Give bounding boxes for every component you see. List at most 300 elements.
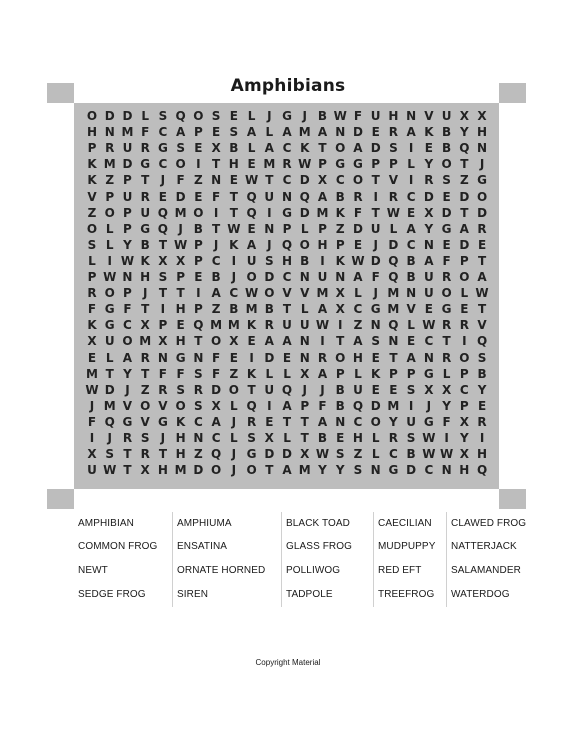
grid-cell[interactable]: T: [158, 447, 167, 462]
grid-cell[interactable]: C: [353, 302, 363, 317]
grid-cell[interactable]: E: [336, 431, 345, 445]
grid-cell[interactable]: O: [299, 237, 310, 252]
grid-cell[interactable]: X: [459, 447, 469, 462]
grid-cell[interactable]: P: [123, 286, 132, 301]
grid-cell[interactable]: V: [140, 414, 150, 429]
grid-cell[interactable]: E: [371, 125, 380, 140]
grid-cell[interactable]: O: [441, 157, 452, 172]
grid-cell[interactable]: A: [353, 270, 363, 284]
grid-cell[interactable]: X: [229, 334, 239, 349]
grid-cell[interactable]: P: [123, 173, 132, 188]
grid-cell[interactable]: E: [407, 205, 416, 220]
grid-cell[interactable]: X: [477, 109, 487, 123]
grid-cell[interactable]: P: [176, 270, 186, 284]
grid-cell[interactable]: J: [178, 221, 183, 236]
grid-cell[interactable]: X: [300, 447, 310, 462]
grid-cell[interactable]: I: [160, 302, 166, 317]
grid-cell[interactable]: J: [160, 173, 166, 188]
grid-cell[interactable]: W: [85, 382, 99, 397]
grid-cell[interactable]: T: [371, 205, 380, 220]
grid-cell[interactable]: B: [335, 189, 345, 204]
grid-cell[interactable]: Y: [459, 125, 469, 140]
grid-cell[interactable]: K: [246, 318, 257, 333]
grid-cell[interactable]: E: [247, 334, 256, 349]
grid-cell[interactable]: W: [439, 447, 454, 462]
grid-cell[interactable]: R: [122, 431, 133, 445]
grid-cell[interactable]: X: [300, 366, 310, 381]
grid-cell[interactable]: O: [122, 334, 133, 349]
grid-cell[interactable]: S: [176, 382, 185, 397]
grid-cell[interactable]: B: [442, 125, 452, 140]
grid-cell[interactable]: O: [228, 382, 239, 397]
grid-cell[interactable]: R: [424, 173, 434, 188]
grid-cell[interactable]: C: [193, 414, 203, 429]
grid-cell[interactable]: F: [212, 350, 221, 365]
grid-cell[interactable]: E: [229, 173, 238, 188]
grid-cell[interactable]: Y: [123, 366, 132, 381]
grid-cell[interactable]: X: [211, 398, 221, 413]
grid-cell[interactable]: L: [300, 221, 309, 236]
grid-cell[interactable]: F: [212, 366, 221, 381]
grid-cell[interactable]: N: [264, 221, 275, 236]
grid-cell[interactable]: V: [122, 398, 133, 413]
grid-cell[interactable]: O: [246, 463, 257, 478]
grid-cell[interactable]: W: [475, 286, 489, 301]
grid-cell[interactable]: P: [193, 125, 203, 140]
grid-cell[interactable]: T: [282, 302, 292, 317]
grid-cell[interactable]: R: [193, 382, 203, 397]
grid-cell[interactable]: T: [300, 431, 309, 445]
grid-cell[interactable]: L: [265, 366, 274, 381]
grid-cell[interactable]: V: [388, 173, 399, 188]
grid-cell[interactable]: F: [123, 302, 132, 317]
grid-cell[interactable]: W: [103, 270, 117, 284]
grid-cell[interactable]: I: [462, 334, 467, 349]
grid-cell[interactable]: P: [87, 141, 97, 156]
grid-cell[interactable]: I: [320, 253, 325, 268]
grid-cell[interactable]: Q: [246, 398, 257, 413]
grid-cell[interactable]: Z: [87, 205, 97, 220]
grid-cell[interactable]: Z: [459, 173, 469, 188]
grid-cell[interactable]: A: [406, 350, 416, 365]
grid-cell[interactable]: G: [423, 366, 434, 381]
grid-cell[interactable]: D: [193, 463, 204, 478]
grid-cell[interactable]: C: [282, 173, 292, 188]
grid-cell[interactable]: N: [299, 350, 310, 365]
grid-cell[interactable]: F: [141, 125, 150, 140]
grid-cell[interactable]: J: [426, 398, 432, 413]
grid-cell[interactable]: F: [87, 302, 97, 317]
grid-cell[interactable]: I: [444, 431, 449, 445]
grid-cell[interactable]: C: [424, 463, 434, 478]
grid-cell[interactable]: E: [353, 237, 363, 252]
grid-cell[interactable]: R: [264, 318, 274, 333]
grid-cell[interactable]: S: [87, 237, 97, 252]
grid-cell[interactable]: S: [406, 382, 416, 397]
grid-cell[interactable]: N: [423, 350, 434, 365]
grid-cell[interactable]: O: [193, 205, 204, 220]
grid-cell[interactable]: D: [175, 189, 186, 204]
grid-cell[interactable]: H: [477, 125, 488, 140]
grid-cell[interactable]: G: [104, 318, 115, 333]
grid-cell[interactable]: Y: [424, 221, 434, 236]
grid-cell[interactable]: N: [193, 431, 204, 445]
grid-cell[interactable]: U: [353, 382, 363, 397]
grid-cell[interactable]: Q: [104, 414, 115, 429]
grid-cell[interactable]: S: [140, 431, 150, 445]
grid-cell[interactable]: N: [477, 141, 488, 156]
grid-cell[interactable]: C: [459, 382, 469, 397]
grid-cell[interactable]: F: [176, 173, 185, 188]
grid-cell[interactable]: P: [459, 253, 469, 268]
grid-cell[interactable]: N: [441, 463, 452, 478]
grid-cell[interactable]: K: [424, 125, 434, 140]
grid-cell[interactable]: L: [354, 286, 362, 301]
grid-cell[interactable]: W: [315, 447, 330, 462]
grid-cell[interactable]: T: [460, 205, 469, 220]
grid-cell[interactable]: N: [406, 109, 417, 123]
grid-cell[interactable]: A: [317, 414, 328, 429]
grid-cell[interactable]: W: [244, 173, 259, 188]
grid-cell[interactable]: R: [282, 157, 292, 172]
grid-cell[interactable]: D: [299, 205, 310, 220]
grid-cell[interactable]: P: [459, 398, 469, 413]
grid-cell[interactable]: B: [406, 253, 416, 268]
grid-cell[interactable]: D: [477, 205, 488, 220]
grid-cell[interactable]: H: [175, 431, 186, 445]
grid-cell[interactable]: K: [246, 366, 257, 381]
grid-cell[interactable]: J: [142, 286, 148, 301]
grid-cell[interactable]: Q: [388, 253, 399, 268]
grid-cell[interactable]: S: [389, 141, 398, 156]
grid-cell[interactable]: K: [140, 253, 150, 268]
grid-cell[interactable]: J: [302, 109, 307, 123]
grid-cell[interactable]: F: [371, 270, 380, 284]
grid-cell[interactable]: X: [176, 253, 186, 268]
grid-cell[interactable]: R: [140, 447, 150, 462]
grid-cell[interactable]: F: [176, 366, 185, 381]
grid-cell[interactable]: Z: [211, 302, 221, 317]
grid-cell[interactable]: G: [104, 302, 115, 317]
grid-cell[interactable]: I: [479, 431, 485, 445]
grid-cell[interactable]: I: [337, 318, 343, 333]
grid-cell[interactable]: Q: [388, 270, 399, 284]
grid-cell[interactable]: H: [352, 431, 363, 445]
grid-cell[interactable]: A: [246, 237, 257, 252]
grid-cell[interactable]: U: [423, 270, 434, 284]
grid-cell[interactable]: W: [120, 253, 135, 268]
grid-cell[interactable]: J: [373, 237, 378, 252]
grid-cell[interactable]: A: [353, 141, 363, 156]
grid-cell[interactable]: V: [477, 318, 487, 333]
grid-cell[interactable]: N: [335, 125, 346, 140]
grid-cell[interactable]: U: [423, 286, 434, 301]
grid-cell[interactable]: N: [388, 334, 399, 349]
grid-cell[interactable]: H: [175, 334, 186, 349]
grid-cell[interactable]: O: [476, 189, 488, 204]
grid-cell[interactable]: O: [246, 270, 257, 284]
grid-cell[interactable]: E: [194, 141, 203, 156]
grid-cell[interactable]: B: [317, 109, 328, 123]
grid-cell[interactable]: P: [406, 366, 416, 381]
grid-cell[interactable]: N: [281, 189, 293, 204]
grid-cell[interactable]: O: [140, 398, 151, 413]
grid-cell[interactable]: A: [282, 463, 292, 478]
grid-cell[interactable]: D: [104, 382, 115, 397]
grid-cell[interactable]: E: [247, 157, 256, 172]
grid-cell[interactable]: E: [477, 398, 487, 413]
grid-cell[interactable]: R: [388, 189, 399, 204]
grid-cell[interactable]: G: [423, 414, 434, 429]
grid-cell[interactable]: G: [157, 141, 168, 156]
grid-cell[interactable]: L: [105, 350, 114, 365]
grid-cell[interactable]: C: [406, 189, 416, 204]
grid-cell[interactable]: W: [422, 447, 436, 462]
grid-cell[interactable]: O: [335, 350, 346, 365]
grid-cell[interactable]: W: [103, 463, 117, 478]
grid-cell[interactable]: P: [193, 237, 203, 252]
grid-cell[interactable]: O: [193, 109, 204, 123]
grid-cell[interactable]: D: [264, 350, 275, 365]
grid-cell[interactable]: L: [389, 221, 398, 236]
grid-cell[interactable]: A: [282, 398, 292, 413]
grid-cell[interactable]: H: [228, 157, 239, 172]
grid-cell[interactable]: J: [107, 431, 112, 445]
grid-cell[interactable]: P: [318, 157, 327, 172]
grid-cell[interactable]: B: [477, 366, 487, 381]
grid-cell[interactable]: R: [441, 318, 452, 333]
grid-cell[interactable]: B: [406, 447, 416, 462]
grid-cell[interactable]: Y: [335, 463, 345, 478]
grid-cell[interactable]: T: [389, 350, 398, 365]
grid-cell[interactable]: Q: [281, 382, 293, 397]
grid-cell[interactable]: P: [87, 270, 97, 284]
grid-cell[interactable]: H: [281, 253, 293, 268]
grid-cell[interactable]: U: [264, 189, 275, 204]
grid-cell[interactable]: G: [140, 157, 151, 172]
grid-cell[interactable]: S: [194, 366, 203, 381]
grid-cell[interactable]: P: [193, 302, 203, 317]
grid-cell[interactable]: T: [158, 286, 167, 301]
grid-cell[interactable]: P: [459, 366, 469, 381]
grid-cell[interactable]: C: [158, 157, 168, 172]
grid-cell[interactable]: Z: [105, 173, 115, 188]
grid-cell[interactable]: G: [388, 463, 399, 478]
grid-cell[interactable]: B: [406, 270, 416, 284]
grid-cell[interactable]: Y: [442, 398, 451, 413]
grid-cell[interactable]: D: [423, 189, 434, 204]
grid-cell[interactable]: V: [424, 109, 434, 123]
grid-cell[interactable]: R: [441, 350, 452, 365]
grid-cell[interactable]: O: [335, 141, 346, 156]
grid-cell[interactable]: X: [87, 447, 97, 462]
grid-cell[interactable]: Z: [194, 447, 203, 462]
grid-cell[interactable]: X: [424, 382, 434, 397]
grid-cell[interactable]: A: [317, 189, 328, 204]
grid-cell[interactable]: G: [175, 350, 186, 365]
grid-cell[interactable]: O: [459, 270, 470, 284]
grid-cell[interactable]: W: [315, 318, 330, 333]
grid-cell[interactable]: T: [141, 302, 150, 317]
grid-cell[interactable]: J: [89, 398, 95, 413]
grid-cell[interactable]: N: [211, 173, 222, 188]
grid-cell[interactable]: D: [299, 173, 310, 188]
grid-cell[interactable]: I: [408, 398, 414, 413]
grid-cell[interactable]: H: [175, 447, 186, 462]
grid-cell[interactable]: D: [122, 109, 133, 123]
grid-cell[interactable]: M: [263, 157, 276, 172]
grid-cell[interactable]: B: [140, 237, 150, 252]
grid-cell[interactable]: K: [175, 414, 186, 429]
grid-cell[interactable]: N: [406, 286, 417, 301]
grid-cell[interactable]: U: [317, 270, 328, 284]
grid-cell[interactable]: R: [140, 141, 150, 156]
grid-cell[interactable]: U: [122, 141, 133, 156]
grid-cell[interactable]: M: [387, 398, 400, 413]
grid-cell[interactable]: M: [139, 334, 152, 349]
grid-cell[interactable]: D: [459, 189, 470, 204]
grid-cell[interactable]: F: [442, 414, 451, 429]
grid-cell[interactable]: B: [211, 270, 221, 284]
grid-cell[interactable]: W: [174, 237, 188, 252]
grid-cell[interactable]: Q: [193, 318, 204, 333]
grid-cell[interactable]: Q: [157, 205, 168, 220]
grid-cell[interactable]: O: [459, 350, 470, 365]
grid-cell[interactable]: G: [441, 221, 452, 236]
grid-cell[interactable]: A: [317, 302, 328, 317]
grid-cell[interactable]: X: [335, 302, 345, 317]
grid-cell[interactable]: L: [230, 431, 238, 445]
grid-cell[interactable]: J: [125, 382, 130, 397]
grid-cell[interactable]: P: [389, 157, 398, 172]
grid-cell[interactable]: U: [104, 334, 115, 349]
grid-cell[interactable]: Q: [388, 318, 399, 333]
grid-cell[interactable]: B: [229, 302, 239, 317]
grid-cell[interactable]: S: [158, 270, 168, 284]
grid-cell[interactable]: N: [335, 270, 346, 284]
grid-cell[interactable]: T: [477, 302, 487, 317]
grid-cell[interactable]: C: [229, 286, 239, 301]
grid-cell[interactable]: G: [282, 109, 292, 123]
grid-cell[interactable]: D: [441, 205, 452, 220]
grid-cell[interactable]: E: [424, 141, 433, 156]
grid-cell[interactable]: Q: [476, 334, 488, 349]
grid-cell[interactable]: T: [318, 141, 327, 156]
grid-cell[interactable]: M: [387, 286, 400, 301]
grid-cell[interactable]: S: [176, 141, 185, 156]
grid-cell[interactable]: B: [264, 302, 274, 317]
grid-cell[interactable]: I: [231, 253, 237, 268]
grid-cell[interactable]: C: [335, 173, 345, 188]
grid-cell[interactable]: D: [352, 221, 363, 236]
grid-cell[interactable]: M: [174, 205, 187, 220]
grid-cell[interactable]: L: [371, 447, 380, 462]
grid-cell[interactable]: S: [105, 447, 115, 462]
grid-cell[interactable]: E: [176, 318, 185, 333]
grid-cell[interactable]: N: [193, 350, 204, 365]
grid-cell[interactable]: T: [229, 189, 238, 204]
grid-cell[interactable]: V: [406, 302, 416, 317]
grid-cell[interactable]: D: [104, 109, 115, 123]
grid-cell[interactable]: N: [299, 334, 310, 349]
grid-cell[interactable]: Z: [353, 318, 363, 333]
grid-cell[interactable]: D: [406, 463, 417, 478]
grid-cell[interactable]: F: [353, 205, 363, 220]
grid-cell[interactable]: H: [388, 109, 399, 123]
grid-cell[interactable]: G: [140, 221, 151, 236]
grid-cell[interactable]: F: [442, 253, 451, 268]
grid-cell[interactable]: I: [196, 157, 201, 172]
grid-cell[interactable]: E: [371, 350, 380, 365]
grid-cell[interactable]: M: [174, 463, 187, 478]
grid-cell[interactable]: W: [244, 286, 259, 301]
grid-cell[interactable]: A: [122, 350, 133, 365]
grid-cell[interactable]: D: [352, 125, 363, 140]
grid-cell[interactable]: E: [389, 382, 398, 397]
grid-cell[interactable]: D: [264, 270, 275, 284]
grid-cell[interactable]: U: [406, 414, 416, 429]
grid-cell[interactable]: D: [264, 447, 275, 462]
grid-cell[interactable]: V: [282, 286, 292, 301]
grid-cell[interactable]: R: [105, 141, 115, 156]
grid-cell[interactable]: W: [386, 205, 401, 220]
grid-cell[interactable]: B: [229, 141, 239, 156]
grid-cell[interactable]: T: [300, 414, 309, 429]
grid-cell[interactable]: S: [194, 398, 203, 413]
grid-cell[interactable]: O: [441, 286, 452, 301]
grid-cell[interactable]: L: [247, 109, 256, 123]
grid-cell[interactable]: H: [86, 125, 98, 140]
grid-cell[interactable]: A: [264, 334, 274, 349]
grid-cell[interactable]: R: [87, 286, 97, 301]
grid-cell[interactable]: Q: [211, 447, 222, 462]
grid-cell[interactable]: I: [320, 334, 325, 349]
grid-cell[interactable]: O: [264, 286, 275, 301]
grid-cell[interactable]: C: [424, 334, 434, 349]
grid-cell[interactable]: A: [282, 334, 292, 349]
grid-cell[interactable]: J: [479, 157, 485, 172]
grid-cell[interactable]: H: [175, 302, 186, 317]
grid-cell[interactable]: J: [302, 382, 307, 397]
grid-cell[interactable]: A: [211, 286, 221, 301]
grid-cell[interactable]: P: [158, 318, 168, 333]
grid-cell[interactable]: G: [246, 447, 257, 462]
grid-cell[interactable]: I: [267, 398, 272, 413]
grid-cell[interactable]: X: [158, 334, 168, 349]
grid-cell[interactable]: O: [211, 463, 222, 478]
grid-cell[interactable]: M: [227, 318, 240, 333]
grid-cell[interactable]: Y: [477, 382, 487, 397]
grid-cell[interactable]: U: [299, 318, 310, 333]
grid-cell[interactable]: B: [335, 398, 345, 413]
grid-cell[interactable]: H: [317, 237, 328, 252]
grid-cell[interactable]: U: [87, 463, 97, 478]
grid-cell[interactable]: O: [86, 109, 98, 123]
grid-cell[interactable]: C: [406, 237, 416, 252]
grid-cell[interactable]: W: [422, 431, 436, 445]
grid-cell[interactable]: S: [371, 334, 380, 349]
grid-cell[interactable]: N: [157, 350, 168, 365]
grid-cell[interactable]: F: [158, 366, 167, 381]
grid-cell[interactable]: S: [229, 125, 239, 140]
grid-cell[interactable]: U: [441, 109, 452, 123]
grid-cell[interactable]: M: [103, 398, 116, 413]
grid-cell[interactable]: T: [247, 382, 256, 397]
grid-cell[interactable]: X: [441, 382, 452, 397]
grid-cell[interactable]: E: [460, 302, 469, 317]
grid-cell[interactable]: I: [89, 431, 95, 445]
grid-cell[interactable]: C: [211, 253, 221, 268]
